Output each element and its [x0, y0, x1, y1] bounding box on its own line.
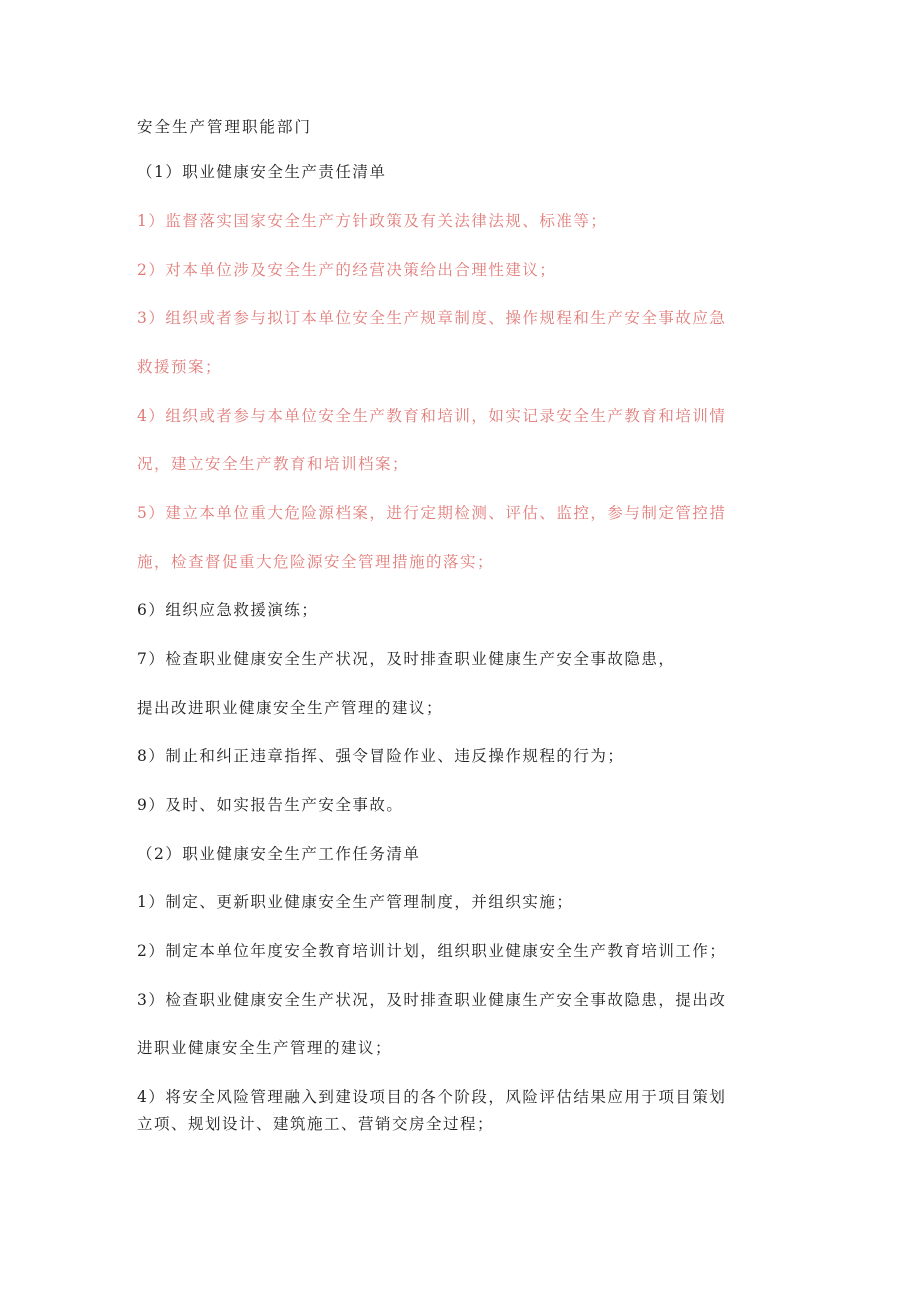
section-2-item-3-line-2: 进职业健康安全生产管理的建议；	[137, 1039, 393, 1057]
section-1-item-4-line-1: 4）组织或者参与本单位安全生产教育和培训，如实记录安全生产教育和培训情	[137, 407, 727, 425]
section-1-item-5-line-1: 5）建立本单位重大危险源档案，进行定期检测、评估、监控，参与制定管控措	[137, 504, 727, 522]
section-1-item-1: 1）监督落实国家安全生产方针政策及有关法律法规、标准等；	[137, 212, 608, 230]
section-2-item-1: 1）制定、更新职业健康安全生产管理制度，并组织实施；	[137, 893, 574, 911]
section-1-item-9: 9）及时、如实报告生产安全事故。	[137, 796, 404, 814]
section-2-item-4-line-2: 立项、规划设计、建筑施工、营销交房全过程；	[137, 1115, 495, 1133]
section-2-item-4-line-1: 4）将安全风险管理融入到建设项目的各个阶段，风险评估结果应用于项目策划	[137, 1088, 727, 1106]
section-2-heading: （2）职业健康安全生产工作任务清单	[137, 845, 421, 863]
section-1-heading: （1）职业健康安全生产责任清单	[137, 163, 387, 181]
section-1-item-6: 6）组织应急救援演练；	[137, 601, 319, 619]
section-1-item-5-line-2: 施，检查督促重大危险源安全管理措施的落实；	[137, 553, 495, 571]
section-1-item-2: 2）对本单位涉及安全生产的经营决策给出合理性建议；	[137, 261, 557, 279]
section-1-item-7-line-2: 提出改进职业健康安全生产管理的建议；	[137, 699, 444, 717]
section-1-item-4-line-2: 况，建立安全生产教育和培训档案；	[137, 455, 410, 473]
section-1-item-8: 8）制止和纠正违章指挥、强令冒险作业、违反操作规程的行为；	[137, 747, 625, 765]
section-2-item-2: 2）制定本单位年度安全教育培训计划，组织职业健康安全生产教育培训工作；	[137, 942, 727, 960]
section-1-item-3-line-1: 3）组织或者参与拟订本单位安全生产规章制度、操作规程和生产安全事故应急	[137, 309, 727, 327]
section-1-item-3-line-2: 救援预案；	[137, 358, 223, 376]
document-title: 安全生产管理职能部门	[137, 118, 313, 136]
section-2-item-3-line-1: 3）检查职业健康安全生产状况，及时排查职业健康生产安全事故隐患，提出改	[137, 991, 727, 1009]
section-1-item-7-line-1: 7）检查职业健康安全生产状况，及时排查职业健康生产安全事故隐患，	[137, 650, 676, 668]
